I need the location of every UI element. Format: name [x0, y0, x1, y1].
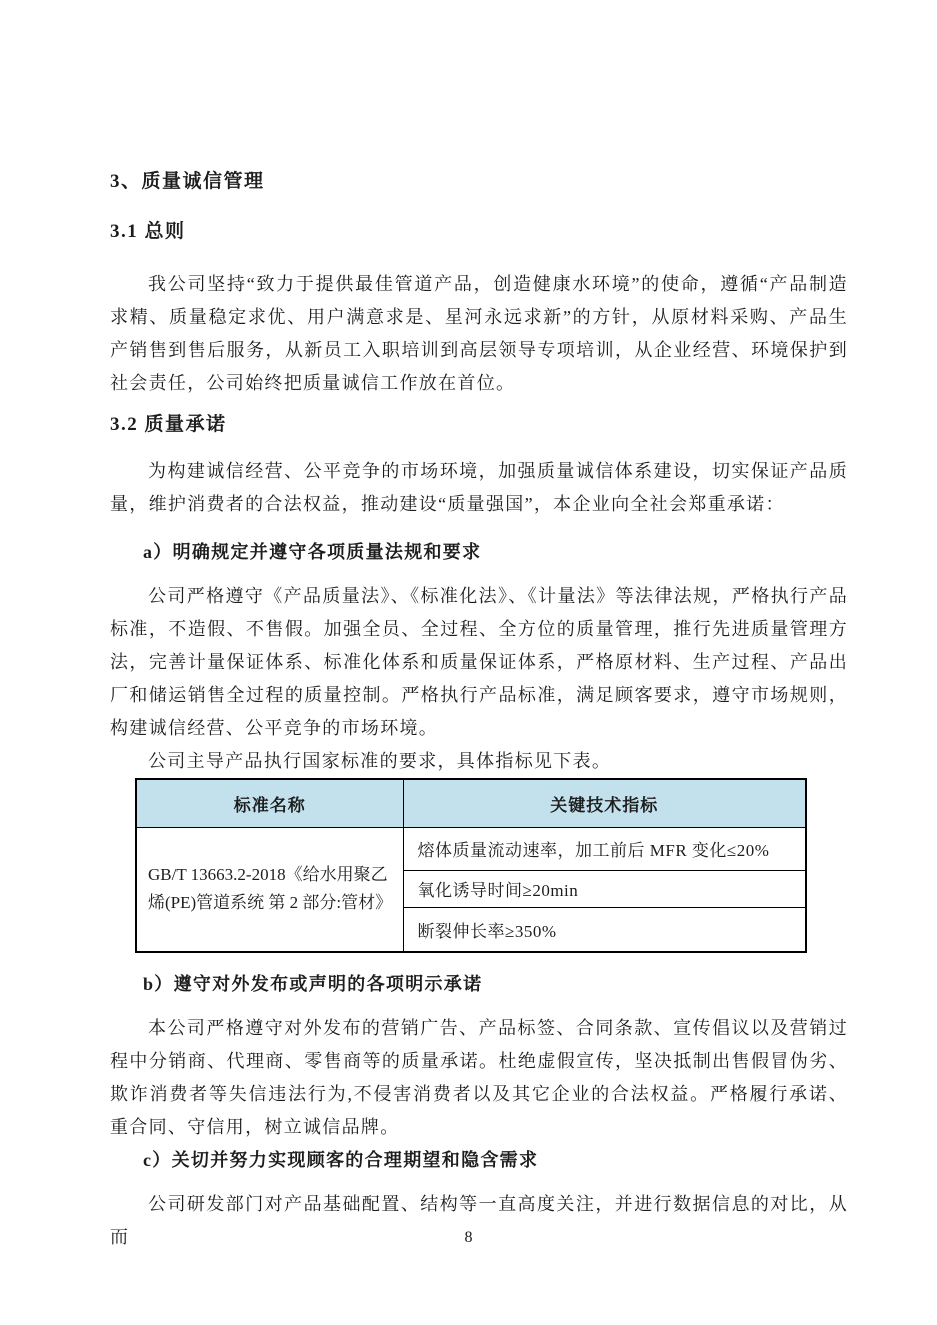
table-cell-indicator-mfr: 熔体质量流动速率，加工前后 MFR 变化≤20% — [403, 827, 806, 870]
document-content — [110, 0, 848, 1254]
table-cell-indicator-oxidation: 氧化诱导时间≥20min — [403, 870, 806, 907]
page-number: 8 — [464, 1229, 473, 1246]
section-heading-general-rules: 3.1 总则 — [110, 221, 186, 242]
standards-table — [135, 778, 807, 953]
paragraph-commitment-intro: 为构建诚信经营、公平竞争的市场环境，加强质量诚信体系建设，切实保证产品质量，维护消费者的合法权益，推动建设“质量强国”，本企业向全社会郑重承诺： — [110, 461, 848, 514]
table-header-standard-name: 标准名称 — [136, 779, 403, 827]
table-intro-line: 公司主导产品执行国家标准的要求，具体指标见下表。 — [148, 751, 612, 771]
table-cell-indicator-elongation: 断裂伸长率≥350% — [403, 907, 806, 952]
table-header-key-indicators: 关键技术指标 — [403, 779, 806, 827]
standards-table-body — [136, 827, 806, 952]
section-heading-quality-commitment: 3.2 质量承诺 — [110, 414, 227, 435]
paragraph-item-b: 本公司严格遵守对外发布的营销广告、产品标签、合同条款、宣传倡议以及营销过程中分销商、代理商、零售商等的质量承诺。杜绝虚假宣传，坚决抵制出售假冒伪劣、欺诈消费者等失信违法行为,不侵害消费者以及其它企业的合法权益。严格履行承诺、重合同、守信用，树立诚信品牌。 — [110, 1018, 848, 1137]
table-header-row — [136, 779, 806, 827]
paragraph-general-rules: 我公司坚持“致力于提供最佳管道产品，创造健康水环境”的使命，遵循“产品制造求精、质量稳定求优、用户满意求是、星河永远求新”的方针，从原材料采购、产品生产销售到售后服务，从新员工入职培训到高层领导专项培训，从企业经营、环境保护到社会责任，公司始终把质量诚信工作放在首位。 — [110, 274, 848, 393]
table-cell-standard-name: GB/T 13663.2-2018《给水用聚乙烯(PE)管道系统 第 2 部分:管材》 — [136, 827, 403, 952]
paragraph-item-a: 公司严格遵守《产品质量法》、《标准化法》、《计量法》等法律法规，严格执行产品标准，不造假、不售假。加强全员、全过程、全方位的质量管理，推行先进质量管理方法，完善计量保证体系、标准化体系和质量保证体系，严格原材料、生产过程、产品出厂和储运销售全过程的质量控制。严格执行产品标准，满足顾客要求，遵守市场规则，构建诚信经营、公平竞争的市场环境。 — [110, 586, 848, 738]
standards-table-head — [136, 779, 806, 827]
section-heading-quality-integrity: 3、质量诚信管理 — [110, 171, 265, 192]
table-row — [136, 827, 806, 870]
subheading-item-a: a）明确规定并遵守各项质量法规和要求 — [143, 542, 482, 562]
subheading-item-b: b）遵守对外发布或声明的各项明示承诺 — [143, 974, 483, 994]
paragraph-item-c: 公司研发部门对产品基础配置、结构等一直高度关注，并进行数据信息的对比，从而 — [110, 1194, 848, 1247]
subheading-item-c: c）关切并努力实现顾客的合理期望和隐含需求 — [143, 1150, 539, 1170]
